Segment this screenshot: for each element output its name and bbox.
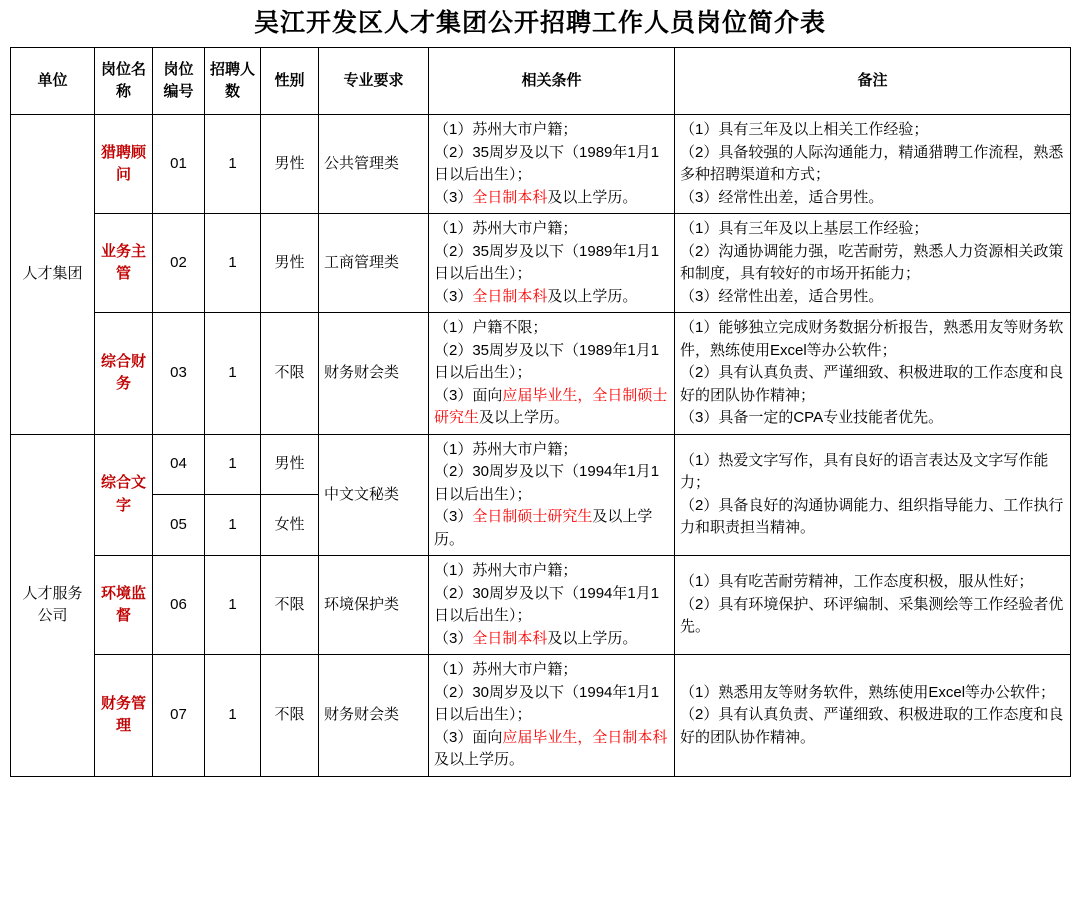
conditions-cell: [429, 556, 675, 655]
condition-line: （1）苏州大市户籍；: [434, 220, 578, 237]
remarks-cell: [675, 556, 1071, 655]
table-row: [11, 655, 1071, 777]
column-header-major: 专业要求: [319, 48, 429, 115]
post-code-cell: 03: [153, 313, 205, 435]
major-cell: 工商管理类: [319, 214, 429, 313]
column-header-headcount: 招聘人数: [205, 48, 261, 115]
condition-line: （1）苏州大市户籍；: [434, 661, 578, 678]
table-row: [11, 115, 1071, 214]
column-header-gender: 性别: [261, 48, 319, 115]
condition-line: （2）30周岁及以下（1994年1月1日以后出生）；: [434, 463, 660, 503]
remark-line: （2）具有认真负责、严谨细致、积极进取的工作态度和良好的团队协作精神；: [680, 364, 1064, 404]
post-name-cell: 综合文字: [95, 434, 153, 556]
post-name-cell: 猎聘顾问: [95, 115, 153, 214]
conditions-cell: [429, 214, 675, 313]
condition-line: （1）苏州大市户籍；: [434, 562, 578, 579]
page-title: 吴江开发区人才集团公开招聘工作人员岗位简介表: [253, 9, 826, 37]
gender-cell: 男性: [261, 434, 319, 495]
condition-line: （1）户籍不限；: [434, 319, 548, 336]
table-row: [11, 434, 1071, 495]
major-cell: 中文文秘类: [319, 434, 429, 556]
headcount-cell: 1: [205, 556, 261, 655]
condition-line-highlighted: （3）面向应届毕业生，全日制本科及以上学历。: [434, 728, 668, 768]
remark-line: （1）具有三年及以上相关工作经验；: [680, 121, 929, 138]
remark-line: （2）具有认真负责、严谨细致、积极进取的工作态度和良好的团队协作精神。: [680, 706, 1064, 746]
condition-line: （2）35周岁及以下（1989年1月1日以后出生）；: [434, 242, 660, 282]
headcount-cell: 1: [205, 115, 261, 214]
condition-line-highlighted: （3）全日制本科及以上学历。: [434, 287, 638, 305]
headcount-cell: 1: [205, 214, 261, 313]
condition-line: （2）35周岁及以下（1989年1月1日以后出生）；: [434, 341, 660, 381]
condition-line: （2）30周岁及以下（1994年1月1日以后出生）；: [434, 584, 660, 624]
gender-cell: 女性: [261, 495, 319, 556]
remarks-cell: [675, 655, 1071, 777]
gender-cell: 男性: [261, 214, 319, 313]
post-code-cell: 01: [153, 115, 205, 214]
post-code-cell: 07: [153, 655, 205, 777]
post-code-cell: 02: [153, 214, 205, 313]
remark-line: （2）沟通协调能力强，吃苦耐劳，熟悉人力资源相关政策和制度，具有较好的市场开拓能力；: [680, 242, 1064, 282]
column-header-unit: 单位: [11, 48, 95, 115]
unit-cell-talent-service-company: 人才服务公司: [11, 434, 95, 776]
condition-line: （1）苏州大市户籍；: [434, 121, 578, 138]
conditions-cell: [429, 655, 675, 777]
remark-line: （3）经常性出差，适合男性。: [680, 287, 884, 305]
headcount-cell: 1: [205, 313, 261, 435]
condition-line: （1）苏州大市户籍；: [434, 440, 578, 458]
conditions-cell: [429, 115, 675, 214]
post-code-cell: 05: [153, 495, 205, 556]
conditions-cell: [429, 313, 675, 435]
major-cell: 公共管理类: [319, 115, 429, 214]
table-row: [11, 313, 1071, 435]
remark-line: （1）熟悉用友等财务软件，熟练使用Excel等办公软件；: [680, 683, 1056, 701]
remarks-cell: [675, 115, 1071, 214]
post-code-cell: 04: [153, 434, 205, 495]
remark-line: （3）经常性出差，适合男性。: [680, 188, 884, 206]
table-row: [11, 214, 1071, 313]
post-code-cell: 06: [153, 556, 205, 655]
gender-cell: 不限: [261, 556, 319, 655]
remark-line: （1）热爱文字写作，具有良好的语言表达及文字写作能力；: [680, 451, 1049, 492]
remark-line: （3）具备一定的CPA专业技能者优先。: [680, 409, 944, 426]
condition-line-highlighted: （3）面向应届毕业生，全日制硕士研究生及以上学历。: [434, 386, 668, 426]
remark-line: （2）具备较强的人际沟通能力，精通猎聘工作流程，熟悉多种招聘渠道和方式；: [680, 143, 1064, 183]
table-header-row: [11, 48, 1071, 115]
headcount-cell: 1: [205, 495, 261, 556]
remarks-cell: [675, 434, 1071, 556]
condition-line: （2）30周岁及以下（1994年1月1日以后出生）；: [434, 683, 660, 723]
post-name-cell: 综合财务: [95, 313, 153, 435]
column-header-post-code: 岗位编号: [153, 48, 205, 115]
gender-cell: 不限: [261, 313, 319, 435]
major-cell: 财务财会类: [319, 313, 429, 435]
condition-line-highlighted: （3）全日制硕士研究生及以上学历。: [434, 508, 653, 548]
post-name-cell: 财务管理: [95, 655, 153, 777]
gender-cell: 男性: [261, 115, 319, 214]
remarks-cell: [675, 313, 1071, 435]
condition-line-highlighted: （3）全日制本科及以上学历。: [434, 188, 638, 206]
column-header-remarks: 备注: [675, 48, 1071, 115]
remark-line: （2）具备良好的沟通协调能力、组织指导能力、工作执行力和职责担当精神。: [680, 496, 1064, 537]
major-cell: 财务财会类: [319, 655, 429, 777]
major-cell: 环境保护类: [319, 556, 429, 655]
remark-line: （1）具有三年及以上基层工作经验；: [680, 220, 929, 237]
column-header-post-name: 岗位名称: [95, 48, 153, 115]
unit-cell-talent-group: 人才集团: [11, 115, 95, 435]
post-name-cell: 环境监督: [95, 556, 153, 655]
conditions-cell: [429, 434, 675, 556]
job-listing-table: [10, 47, 1071, 777]
table-row: [11, 556, 1071, 655]
post-name-cell: 业务主管: [95, 214, 153, 313]
headcount-cell: 1: [205, 655, 261, 777]
column-header-conditions: 相关条件: [429, 48, 675, 115]
condition-line-highlighted: （3）全日制本科及以上学历。: [434, 629, 638, 647]
headcount-cell: 1: [205, 434, 261, 495]
condition-line: （2）35周岁及以下（1989年1月1日以后出生）；: [434, 143, 660, 183]
gender-cell: 不限: [261, 655, 319, 777]
remarks-cell: [675, 214, 1071, 313]
remark-line: （2）具有环境保护、环评编制、采集测绘等工作经验者优先。: [680, 595, 1064, 636]
remark-line: （1）具有吃苦耐劳精神，工作态度积极，服从性好；: [680, 573, 1034, 591]
remark-line: （1）能够独立完成财务数据分析报告，熟悉用友等财务软件，熟练使用Excel等办公软件；: [680, 319, 1064, 359]
